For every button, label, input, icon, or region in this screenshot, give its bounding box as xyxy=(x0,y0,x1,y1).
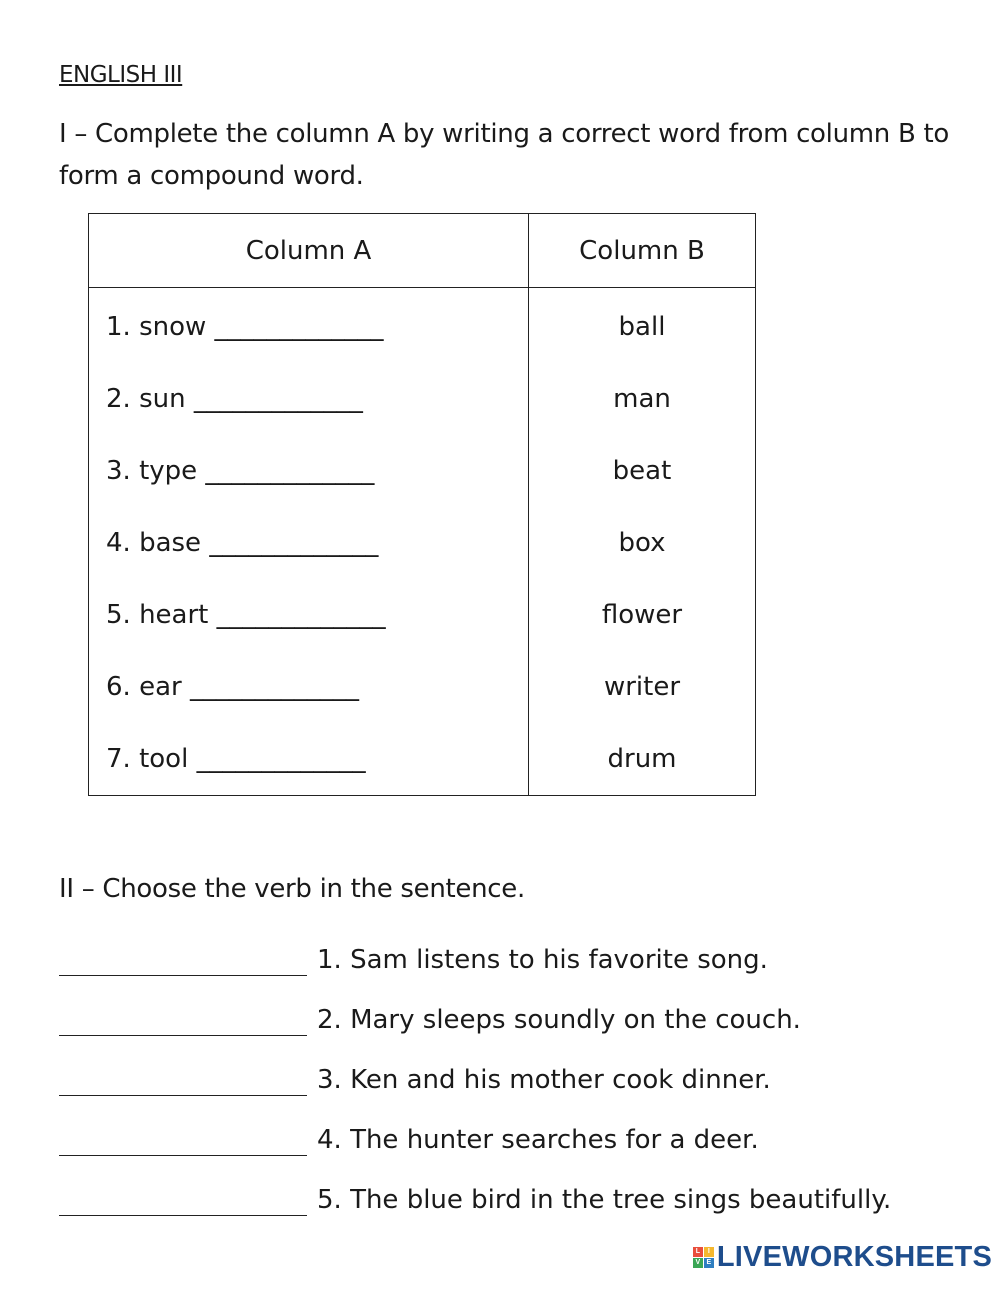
answer-blank[interactable] xyxy=(59,1185,307,1216)
liveworksheets-icon: L I V E xyxy=(693,1247,714,1268)
column-a-item[interactable]: 3. type _____________ xyxy=(106,456,375,486)
column-a-item[interactable]: 2. sun _____________ xyxy=(106,384,363,414)
verb-sentence: 4. The hunter searches for a deer. xyxy=(317,1125,759,1155)
verb-item xyxy=(59,990,891,1050)
column-b-word: man xyxy=(613,384,671,414)
column-a-header: Column A xyxy=(89,214,529,288)
column-b-word: drum xyxy=(607,744,677,774)
column-a-item[interactable]: 5. heart _____________ xyxy=(106,600,386,630)
section2-instruction: II – Choose the verb in the sentence. xyxy=(59,874,525,904)
answer-blank[interactable] xyxy=(59,945,307,976)
verb-item xyxy=(59,1110,891,1170)
column-b-word: beat xyxy=(612,456,672,486)
column-a-item[interactable]: 7. tool _____________ xyxy=(106,744,366,774)
verb-item xyxy=(59,1170,891,1230)
answer-blank[interactable] xyxy=(59,1005,307,1036)
column-a-item[interactable]: 1. snow _____________ xyxy=(106,312,384,342)
verb-sentence: 5. The blue bird in the tree sings beautifully. xyxy=(317,1185,892,1215)
column-a-item[interactable]: 6. ear _____________ xyxy=(106,672,359,702)
worksheet-title: ENGLISH III xyxy=(59,62,183,88)
answer-blank[interactable] xyxy=(59,1065,307,1096)
verb-sentence: 2. Mary sleeps soundly on the couch. xyxy=(317,1005,801,1035)
column-a-cell xyxy=(89,288,529,796)
verb-sentence: 3. Ken and his mother cook dinner. xyxy=(317,1065,771,1095)
verb-item xyxy=(59,1050,891,1110)
verb-sentence: 1. Sam listens to his favorite song. xyxy=(317,945,768,975)
answer-blank[interactable] xyxy=(59,1125,307,1156)
column-b-word: box xyxy=(618,528,666,558)
liveworksheets-logo xyxy=(693,1241,992,1274)
verb-item xyxy=(59,930,891,990)
column-b-cell xyxy=(529,288,756,796)
section1-instruction: I – Complete the column A by writing a correct word from column B to form a compound word. xyxy=(59,119,949,191)
column-b-word: flower xyxy=(601,600,683,630)
column-a-item[interactable]: 4. base _____________ xyxy=(106,528,379,558)
verb-list xyxy=(59,930,891,1230)
brand-text: LIVEWORKSHEETS xyxy=(716,1241,992,1273)
column-b-word: ball xyxy=(618,312,666,342)
matching-table xyxy=(88,213,756,796)
column-b-word: writer xyxy=(603,672,681,702)
column-b-header: Column B xyxy=(529,214,756,288)
